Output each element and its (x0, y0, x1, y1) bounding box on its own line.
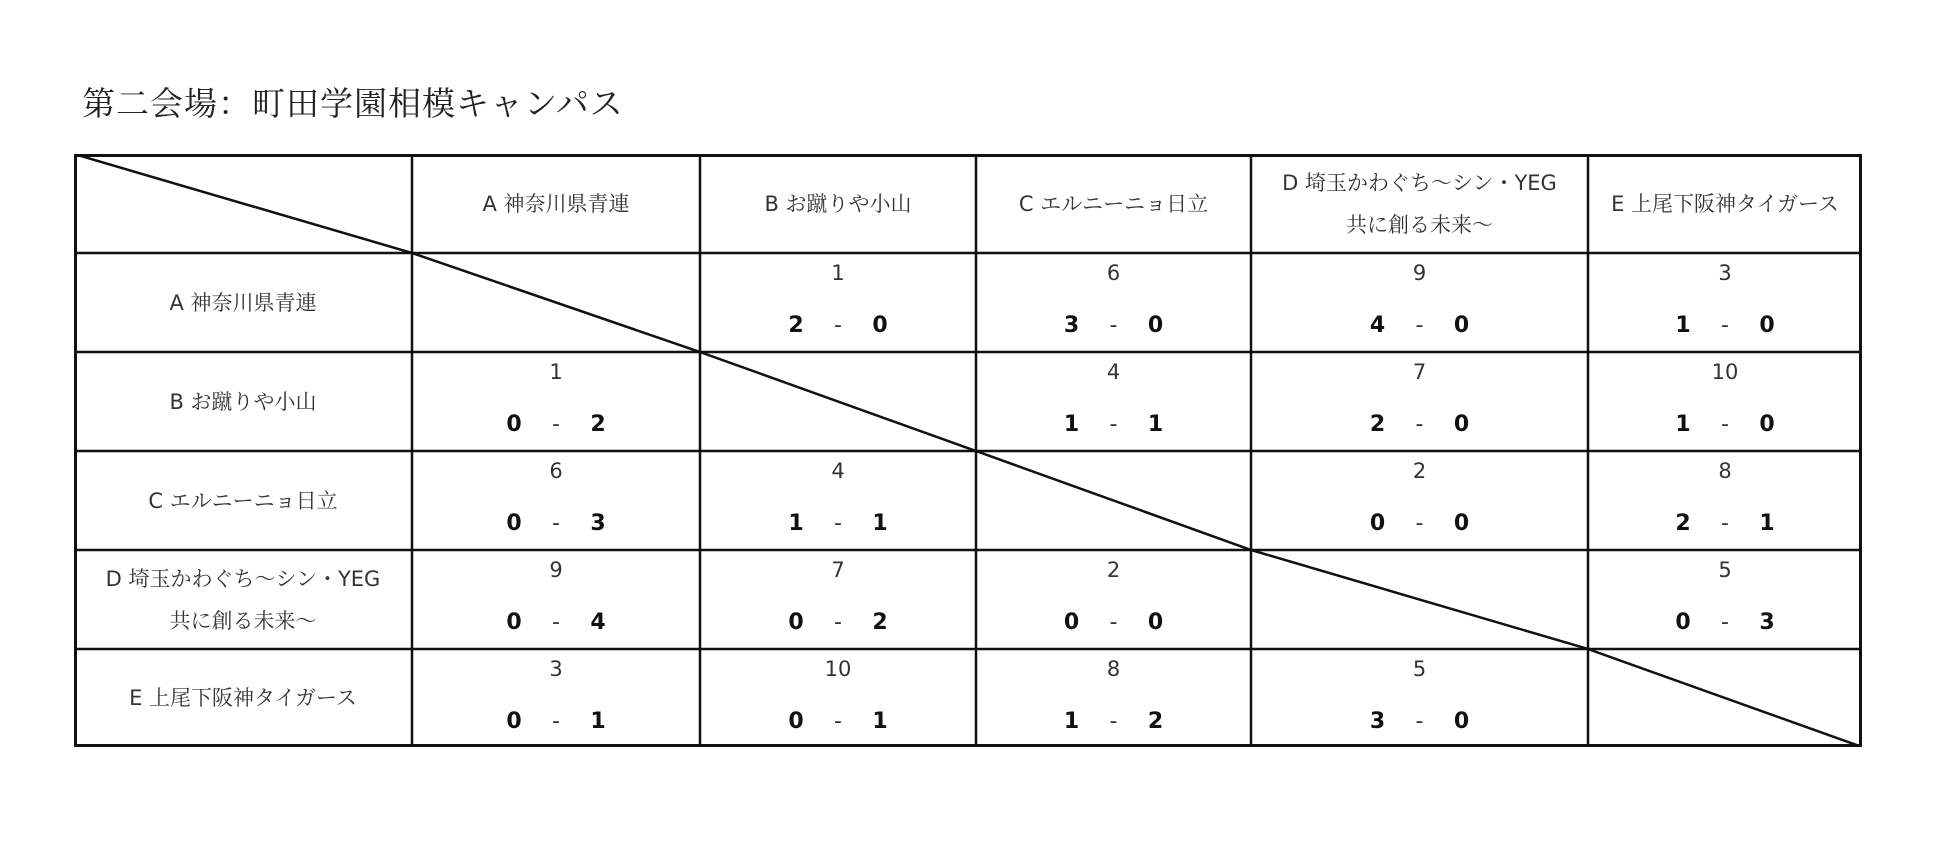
score-separator: - (834, 511, 842, 536)
score-separator: - (834, 709, 842, 734)
home-goals: 0 (1063, 610, 1080, 635)
home-goals: 0 (506, 412, 522, 437)
match-number: 1 (831, 261, 845, 285)
away-goals: 0 (1759, 313, 1775, 338)
home-goals: 1 (1063, 412, 1080, 437)
home-goals: 1 (788, 511, 804, 536)
result-cell (700, 451, 976, 550)
match-score (976, 313, 1251, 338)
column-header (1251, 154, 1588, 253)
self-match-diagonal (412, 253, 700, 352)
home-goals: 0 (506, 709, 522, 734)
away-goals: 1 (872, 709, 888, 734)
away-goals: 3 (590, 511, 606, 536)
score-separator: - (1415, 709, 1424, 734)
result-cell (1588, 451, 1862, 550)
result-cell (412, 649, 700, 747)
row-header (74, 649, 412, 747)
away-goals: 0 (1453, 511, 1470, 536)
result-cell (1251, 352, 1588, 451)
match-number: 7 (1412, 360, 1427, 384)
result-cell (1251, 451, 1588, 550)
team-name-line: C エルニーニョ日立 (1018, 191, 1209, 216)
match-score (412, 610, 700, 635)
home-goals: 0 (506, 511, 522, 536)
match-number: 10 (1711, 360, 1739, 384)
away-goals: 0 (1453, 412, 1470, 437)
match-number: 8 (1718, 459, 1732, 483)
result-cell (412, 550, 700, 649)
away-goals: 0 (1759, 412, 1775, 437)
result-cell (976, 253, 1251, 352)
match-number: 6 (1106, 261, 1121, 285)
result-cell (976, 550, 1251, 649)
away-goals: 2 (1147, 709, 1164, 734)
match-score (412, 709, 700, 734)
match-score (1251, 511, 1588, 536)
match-number: 3 (1718, 261, 1732, 285)
away-goals: 4 (590, 610, 606, 635)
home-goals: 2 (788, 313, 804, 338)
team-name-line: E 上尾下阪神タイガース (129, 686, 357, 710)
match-number: 10 (824, 657, 852, 681)
score-separator: - (1721, 511, 1729, 536)
self-match-diagonal (1588, 649, 1862, 747)
match-number: 4 (831, 459, 845, 483)
result-cell (700, 253, 976, 352)
away-goals: 0 (1453, 313, 1470, 338)
home-goals: 1 (1675, 412, 1691, 437)
match-score (700, 511, 976, 536)
match-number: 1 (549, 360, 563, 384)
score-separator: - (1721, 610, 1729, 635)
match-score (700, 610, 976, 635)
away-goals: 1 (1147, 412, 1164, 437)
result-cell (1251, 649, 1588, 747)
match-number: 6 (549, 459, 563, 483)
result-cell (412, 352, 700, 451)
away-goals: 2 (872, 610, 888, 635)
row-header (74, 550, 412, 649)
score-separator: - (834, 610, 842, 635)
column-header (976, 154, 1251, 253)
match-score (976, 610, 1251, 635)
match-score (1588, 412, 1862, 437)
match-score (700, 709, 976, 734)
team-name-line: B お蹴りや小山 (169, 389, 317, 414)
result-cell (1588, 253, 1862, 352)
team-name-line: B お蹴りや小山 (764, 191, 912, 216)
home-goals: 0 (1369, 511, 1386, 536)
result-cell (412, 451, 700, 550)
match-number: 7 (831, 558, 845, 582)
column-header (700, 154, 976, 253)
match-number: 2 (1412, 459, 1427, 483)
score-separator: - (552, 412, 560, 437)
result-cell (700, 550, 976, 649)
match-number: 9 (1412, 261, 1427, 285)
match-score (700, 313, 976, 338)
score-separator: - (1109, 610, 1118, 635)
match-score (1588, 610, 1862, 635)
score-separator: - (1109, 313, 1118, 338)
match-score (1588, 511, 1862, 536)
score-separator: - (834, 313, 842, 338)
score-separator: - (1109, 709, 1118, 734)
match-score (976, 709, 1251, 734)
match-number: 5 (1718, 558, 1732, 582)
away-goals: 0 (1147, 610, 1164, 635)
match-score (1588, 313, 1862, 338)
result-cell (1588, 352, 1862, 451)
match-score (1251, 709, 1588, 734)
home-goals: 1 (1675, 313, 1691, 338)
home-goals: 3 (1063, 313, 1080, 338)
match-score (1251, 412, 1588, 437)
score-separator: - (1721, 313, 1729, 338)
result-cell (1251, 253, 1588, 352)
away-goals: 3 (1759, 610, 1775, 635)
team-name-line: 共に創る未来～ (1346, 212, 1493, 237)
row-header (74, 451, 412, 550)
match-score (976, 412, 1251, 437)
self-match-diagonal (700, 352, 976, 451)
home-goals: 0 (1675, 610, 1691, 635)
match-number: 4 (1106, 360, 1121, 384)
match-number: 2 (1106, 558, 1121, 582)
home-goals: 0 (788, 610, 804, 635)
score-separator: - (1415, 412, 1424, 437)
away-goals: 1 (590, 709, 606, 734)
home-goals: 2 (1675, 511, 1691, 536)
row-header (74, 352, 412, 451)
self-match-diagonal (1251, 550, 1588, 649)
team-name-line: A 神奈川県青連 (482, 191, 630, 216)
score-separator: - (1721, 412, 1729, 437)
match-score (412, 412, 700, 437)
score-separator: - (552, 511, 560, 536)
team-name-line: C エルニーニョ日立 (148, 488, 338, 513)
score-separator: - (552, 610, 560, 635)
home-goals: 2 (1369, 412, 1386, 437)
away-goals: 2 (590, 412, 606, 437)
row-header (74, 253, 412, 352)
team-name-line: E 上尾下阪神タイガース (1611, 191, 1839, 216)
score-separator: - (1415, 511, 1424, 536)
score-separator: - (1415, 313, 1424, 338)
team-name-line: 共に創る未来～ (169, 608, 317, 633)
away-goals: 0 (872, 313, 888, 338)
result-cell (1588, 550, 1862, 649)
column-header (412, 154, 700, 253)
home-goals: 0 (788, 709, 804, 734)
score-separator: - (552, 709, 560, 734)
result-cell (976, 649, 1251, 747)
away-goals: 0 (1453, 709, 1470, 734)
away-goals: 1 (1759, 511, 1775, 536)
home-goals: 4 (1369, 313, 1386, 338)
result-cell (700, 649, 976, 747)
column-header (1588, 154, 1862, 253)
away-goals: 0 (1147, 313, 1164, 338)
corner-diagonal (74, 154, 412, 253)
self-match-diagonal (976, 451, 1251, 550)
home-goals: 0 (506, 610, 522, 635)
page-title: 第二会場：町田学園相模キャンパス (82, 84, 624, 123)
match-score (412, 511, 700, 536)
team-name-line: D 埼玉かわぐち～シン・YEG (105, 566, 381, 591)
result-cell (976, 352, 1251, 451)
match-number: 9 (549, 558, 563, 582)
match-number: 3 (549, 657, 563, 681)
results-table (74, 154, 1862, 747)
match-number: 8 (1106, 657, 1121, 681)
team-name-line: D 埼玉かわぐち～シン・YEG (1282, 170, 1557, 195)
team-name-line: A 神奈川県青連 (169, 290, 317, 315)
away-goals: 1 (872, 511, 888, 536)
home-goals: 3 (1369, 709, 1386, 734)
score-separator: - (1109, 412, 1118, 437)
home-goals: 1 (1063, 709, 1080, 734)
match-score (1251, 313, 1588, 338)
match-number: 5 (1412, 657, 1427, 681)
